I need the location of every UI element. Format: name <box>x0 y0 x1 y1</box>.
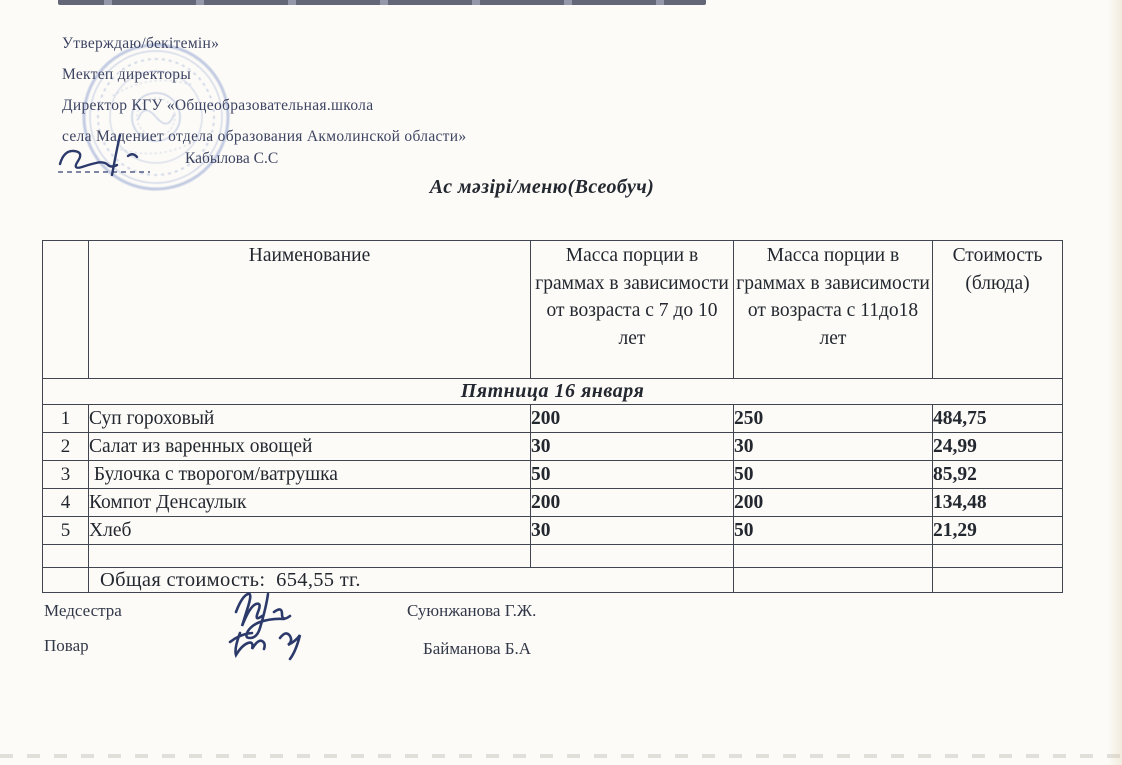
mass-7-10: 30 <box>531 433 734 461</box>
scan-artifact-top <box>58 0 706 5</box>
table-row <box>43 405 1063 433</box>
dish-cost: 134,48 <box>933 489 1063 517</box>
dish-name: Салат из варенных овощей <box>89 433 531 461</box>
table-row <box>43 517 1063 545</box>
approval-line: села Мадениет отдела образования Акмолинской области» <box>62 128 467 145</box>
menu-table <box>42 240 1063 593</box>
row-number: 5 <box>43 517 89 545</box>
table-row <box>43 489 1063 517</box>
scan-artifact-bottom <box>0 754 1122 758</box>
mass-7-10: 50 <box>531 461 734 489</box>
approval-line: Директор КГУ «Общеобразовательная.школа <box>62 97 374 114</box>
table-header-row <box>43 241 1063 379</box>
dish-cost: 24,99 <box>933 433 1063 461</box>
dish-name: Хлеб <box>89 517 531 545</box>
dish-name: Булочка с творогом/ватрушка <box>89 461 531 489</box>
approval-line: Утверждаю/бекітемін» <box>62 35 220 52</box>
dish-cost: 85,92 <box>933 461 1063 489</box>
empty-cell <box>43 545 89 568</box>
total-cost-text: Общая стоимость: 654,55 тг. <box>89 568 734 593</box>
scan-artifact-right-edge <box>1108 0 1122 765</box>
empty-cell <box>933 545 1063 568</box>
row-number: 2 <box>43 433 89 461</box>
signatory-name-povar: Байманова Б.А <box>423 639 532 658</box>
empty-cell <box>89 545 531 568</box>
dish-name: Суп гороховый <box>89 405 531 433</box>
day-section-row <box>43 379 1063 405</box>
header-mass-11-18: Масса порции в граммах в зависимости от возраста с 11до18 лет <box>734 241 933 379</box>
table-row <box>43 461 1063 489</box>
row-number: 3 <box>43 461 89 489</box>
header-name: Наименование <box>89 241 531 379</box>
empty-cell <box>734 545 933 568</box>
empty-cell <box>933 568 1063 593</box>
dish-name: Компот Денсаулык <box>89 489 531 517</box>
empty-cell <box>734 568 933 593</box>
document-title: Ас мәзірі/меню(Всеобуч) <box>429 176 655 198</box>
approver-name: Кабылова С.С <box>185 150 279 167</box>
day-section-title: Пятница 16 января <box>43 379 1063 405</box>
header-mass-7-10: Масса порции в граммах в зависимости от возраста с 7 до 10 лет <box>531 241 734 379</box>
row-number: 4 <box>43 489 89 517</box>
mass-11-18: 200 <box>734 489 933 517</box>
mass-7-10: 200 <box>531 405 734 433</box>
mass-11-18: 50 <box>734 461 933 489</box>
empty-cell <box>531 545 734 568</box>
table-row <box>43 433 1063 461</box>
signatory-role-medsestra: Медсестра <box>44 601 122 620</box>
mass-11-18: 30 <box>734 433 933 461</box>
dish-cost: 21,29 <box>933 517 1063 545</box>
empty-cell <box>43 568 89 593</box>
signatory-name-medsestra: Суюнжанова Г.Ж. <box>407 601 537 620</box>
footer-signatures <box>222 586 342 667</box>
mass-11-18: 250 <box>734 405 933 433</box>
approval-line: Мектеп директоры <box>62 66 192 83</box>
mass-7-10: 30 <box>531 517 734 545</box>
header-cost: Стоимость (блюда) <box>933 241 1063 379</box>
mass-11-18: 50 <box>734 517 933 545</box>
mass-7-10: 200 <box>531 489 734 517</box>
empty-row <box>43 545 1063 568</box>
header-number <box>43 241 89 379</box>
row-number: 1 <box>43 405 89 433</box>
signatory-role-povar: Повар <box>44 636 89 655</box>
total-row <box>43 568 1063 593</box>
dish-cost: 484,75 <box>933 405 1063 433</box>
